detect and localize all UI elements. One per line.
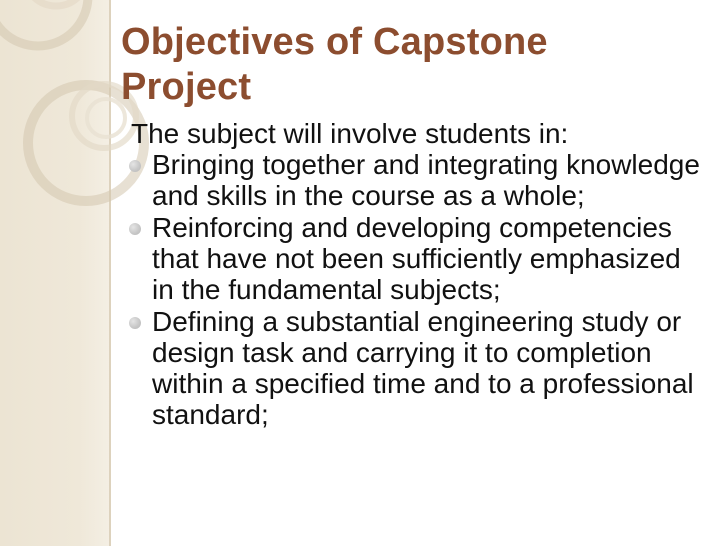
bullet-icon <box>129 160 141 172</box>
bullet-icon <box>129 317 141 329</box>
objective-text: Bringing together and integrating knowledge and skills in the course as a whole; <box>152 149 700 211</box>
objective-text: Reinforcing and developing competencies that have not been sufficiently emphasized in the fundamental subjects; <box>152 212 681 305</box>
objective-item <box>121 149 706 211</box>
slide-title: Objectives of Capstone Project <box>121 21 548 108</box>
decorative-ring-medium <box>24 0 88 6</box>
objective-text: Defining a substantial engineering study or design task and carrying it to completion within a specified time and to a professional standard; <box>152 306 694 430</box>
intro-text: The subject will involve students in: <box>131 118 569 149</box>
bullet-icon <box>129 223 141 235</box>
decorative-ring-faint <box>87 99 125 137</box>
objective-list <box>121 149 706 430</box>
objective-item <box>121 306 706 430</box>
objective-item <box>121 212 706 305</box>
slide-content <box>121 118 706 430</box>
